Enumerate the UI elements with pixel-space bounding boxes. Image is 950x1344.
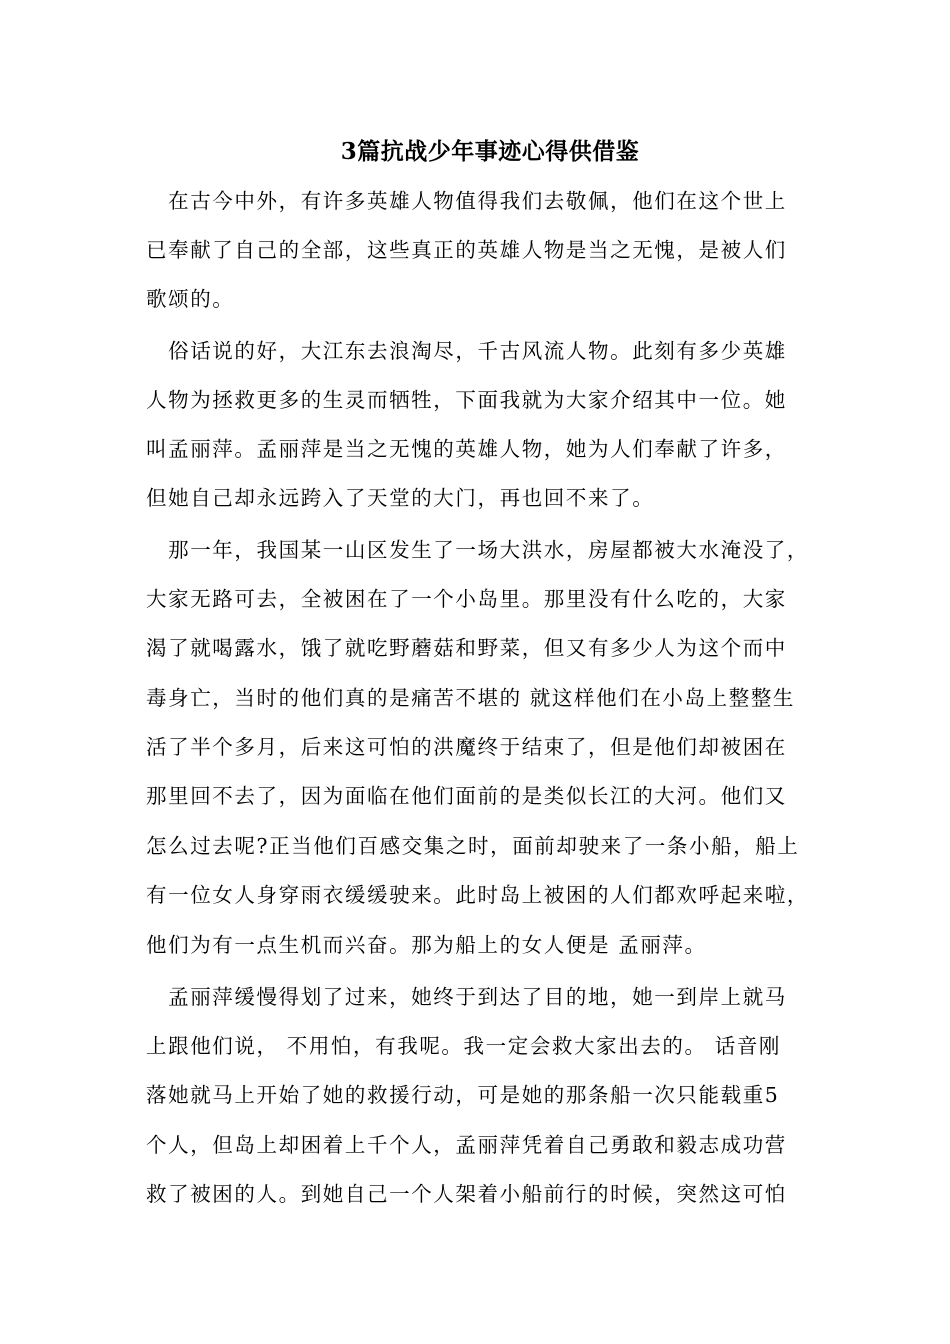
text-line: 歌颂的。	[146, 287, 235, 311]
text-line: 毒身亡，当时的他们真的是痛苦不堪的 就这样他们在小岛上整整生	[146, 686, 796, 710]
text-line: 渴了就喝露水，饿了就吃野蘑菇和野菜，但又有多少人为这个而中	[146, 636, 787, 660]
text-line: 已奉献了自己的全部，这些真正的英雄人物是当之无愧，是被人们	[146, 238, 787, 262]
text-line: 个人，但岛上却困着上千个人，孟丽萍凭着自己勇敢和毅志成功营	[146, 1133, 787, 1157]
text-line: 人物为拯救更多的生灵而牺牲，下面我就为大家介绍其中一位。她	[146, 388, 787, 412]
text-line: 活了半个多月，后来这可怕的洪魔终于结束了，但是他们却被困在	[146, 735, 787, 759]
text-line: 但她自己却永远跨入了天堂的大门，再也回不来了。	[146, 486, 655, 510]
text-line: 那一年，我国某一山区发生了一场大洪水，房屋都被大水淹没了，	[146, 538, 809, 562]
text-line: 救了被困的人。到她自己一个人架着小船前行的时候，突然这可怕	[146, 1182, 787, 1206]
text-line: 落她就马上开始了她的救援行动，可是她的那条船一次只能载重5	[146, 1083, 780, 1107]
text-line: 大家无路可去，全被困在了一个小岛里。那里没有什么吃的，大家	[146, 587, 787, 611]
text-line: 他们为有一点生机而兴奋。那为船上的女人便是 孟丽萍。	[146, 933, 707, 957]
document-title: 3篇抗战少年事迹心得供借鉴	[340, 138, 640, 165]
text-line: 叫孟丽萍。孟丽萍是当之无愧的英雄人物，她为人们奉献了许多，	[146, 437, 787, 461]
text-line: 怎么过去呢?正当他们百感交集之时，面前却驶来了一条小船，船上	[146, 834, 800, 858]
text-line: 上跟他们说， 不用怕，有我呢。我一定会救大家出去的。 话音刚	[146, 1034, 782, 1058]
text-line: 那里回不去了，因为面临在他们面前的是类似长江的大河。他们又	[146, 784, 787, 808]
text-line: 孟丽萍缓慢得划了过来，她终于到达了目的地，她一到岸上就马	[146, 985, 787, 1009]
text-line: 在古今中外，有许多英雄人物值得我们去敬佩，他们在这个世上	[146, 189, 787, 213]
text-line: 俗话说的好，大江东去浪淘尽，千古风流人物。此刻有多少英雄	[146, 339, 787, 363]
text-line: 有一位女人身穿雨衣缓缓驶来。此时岛上被困的人们都欢呼起来啦，	[146, 883, 809, 907]
